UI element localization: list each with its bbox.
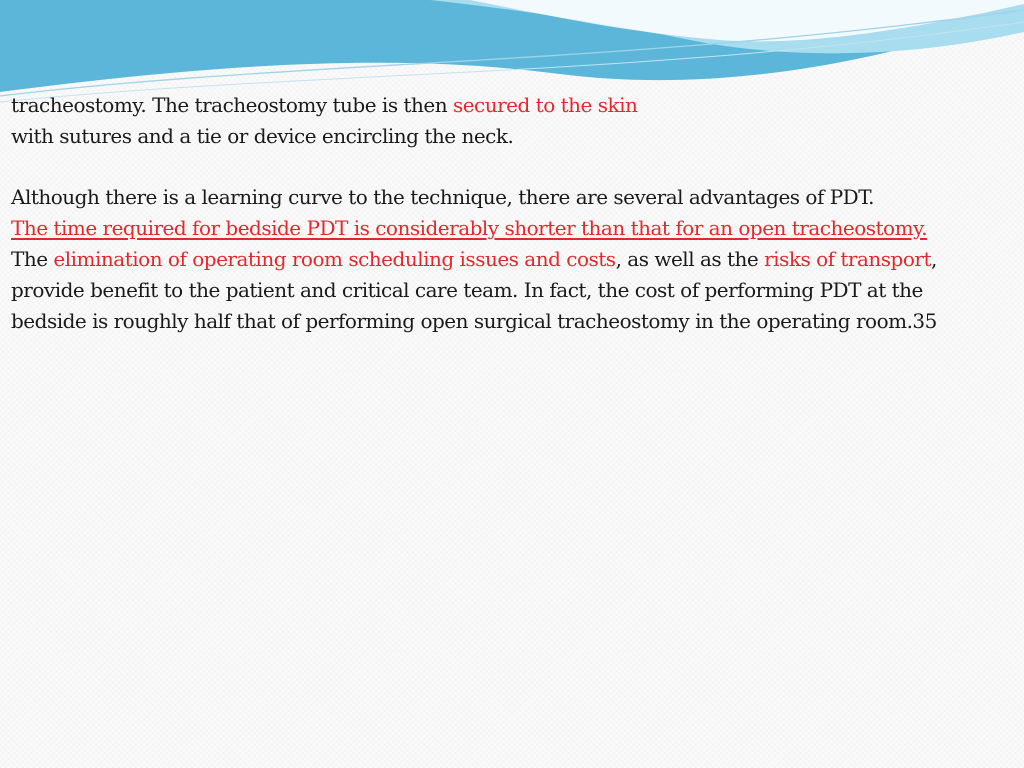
p2-s2-tail: , provide benefit to the patient and critical care team. In fact, the cost of performing PDT at the bedside is roughly half that of performing open surgical tracheostomy in the operating room.35 (11, 247, 937, 333)
p1-highlight-secured: secured to the skin (452, 93, 638, 117)
p2-highlight-risks: risks of transport (764, 247, 931, 271)
p2-s2-mid: , as well as the (615, 247, 765, 271)
p1-line2-text: with sutures and a tie or device encircling the neck. (11, 124, 514, 148)
p1-line1-text: tracheostomy. The tracheostomy tube is then (11, 93, 453, 117)
paragraph-gap (11, 152, 1001, 182)
paragraph-2 (11, 182, 1001, 337)
paragraph-1 (11, 90, 1001, 152)
p2-s2-lead: The (11, 247, 54, 271)
p2-underlined-highlight: The time required for bedside PDT is considerably shorter than that for an open tracheostomy. (11, 216, 928, 240)
slide-body-text (11, 90, 1001, 337)
p2-intro-text: Although there is a learning curve to the technique, there are several advantages of PDT. (11, 185, 874, 209)
p2-highlight-elimination: elimination of operating room scheduling issues and costs (53, 247, 616, 271)
